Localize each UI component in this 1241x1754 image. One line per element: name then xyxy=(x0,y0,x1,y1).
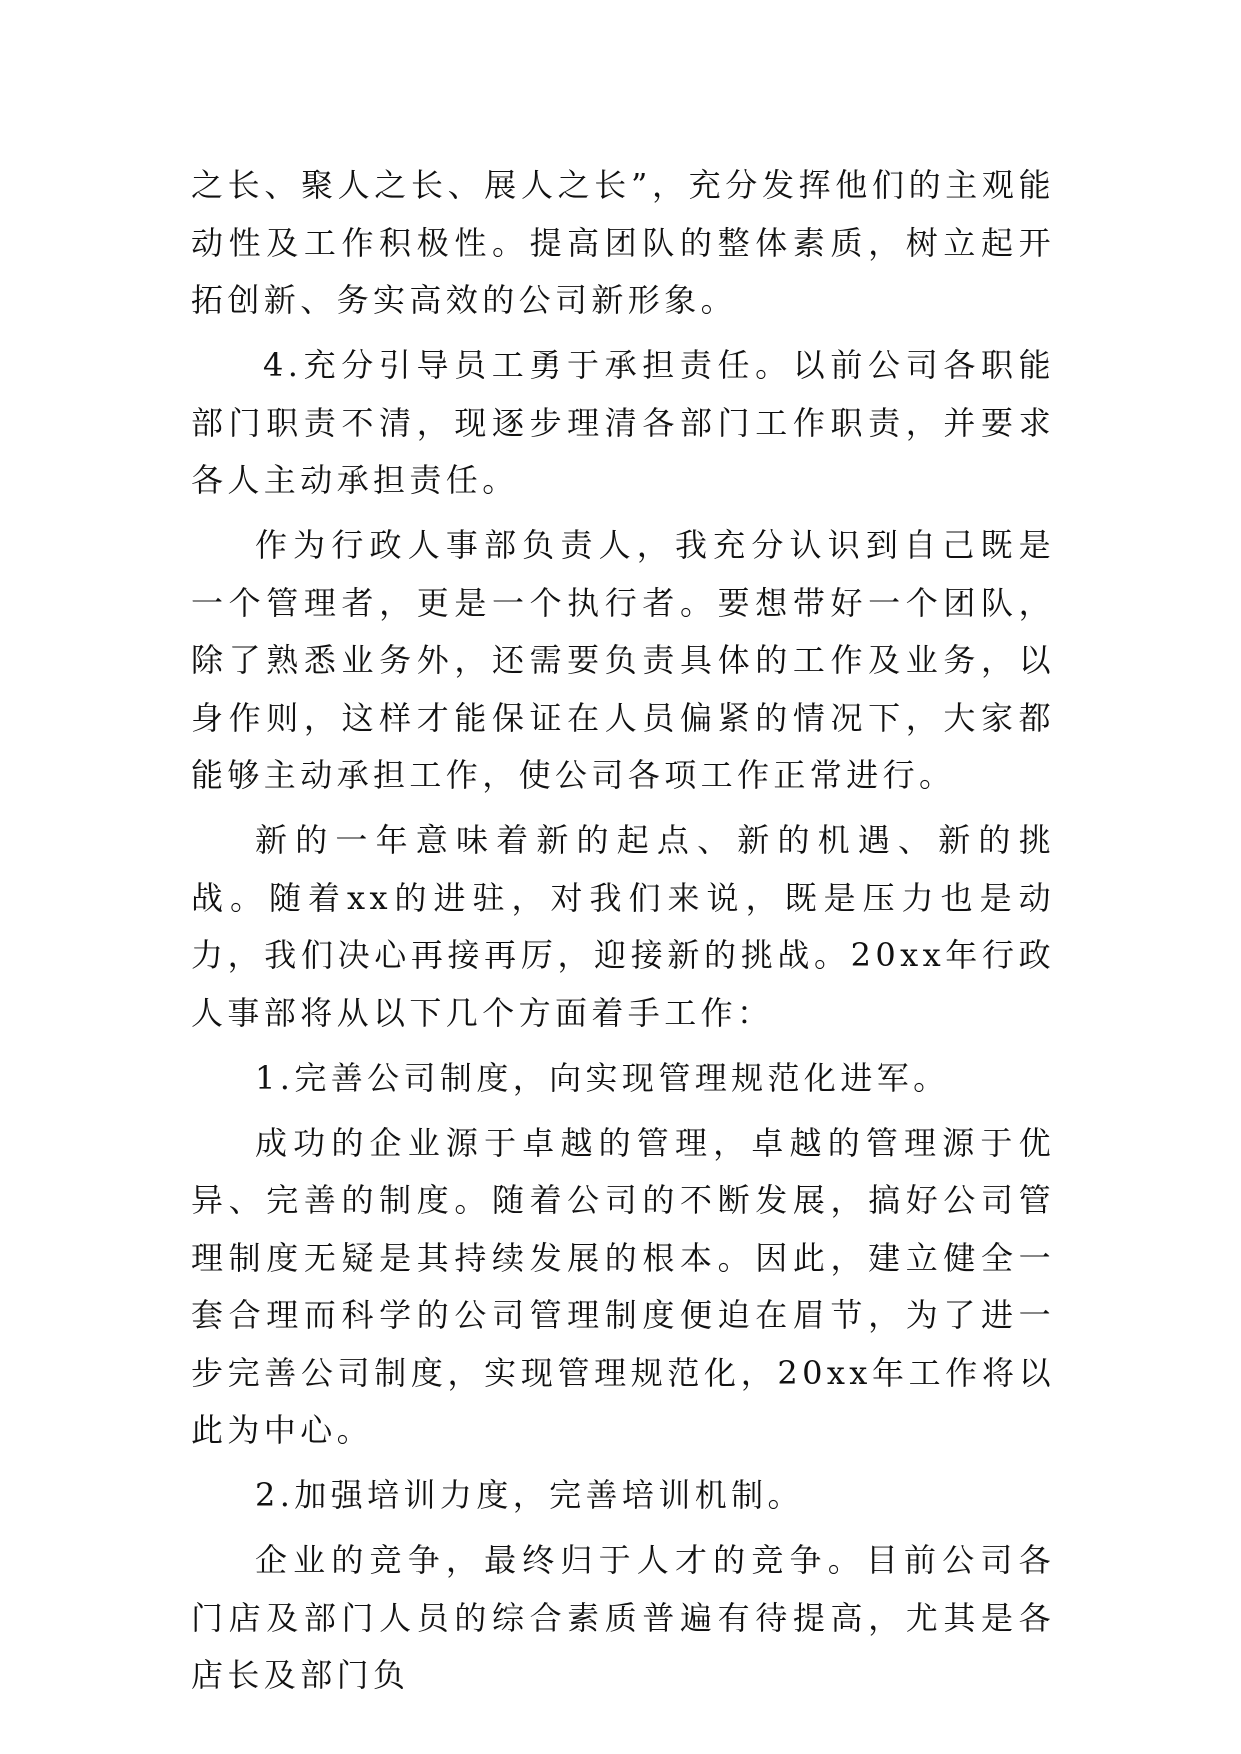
paragraph-continuation: 之长、聚人之长、展人之长”，充分发挥他们的主观能动性及工作积极性。提高团队的整体素质，树立起开拓创新、务实高效的公司新形象。 xyxy=(191,166,1055,319)
heading-item-2: 2.加强培训力度，完善培训机制。 xyxy=(255,1476,804,1514)
paragraph-management: 成功的企业源于卓越的管理，卓越的管理源于优异、完善的制度。随着公司的不断发展，搞好公司管理制度无疑是其持续发展的根本。因此，建立健全一套合理而科学的公司管理制度便迫在眉节，为了进一步完善公司制度，实现管理规范化，20xx年工作将以此为中心。 xyxy=(191,1123,1055,1449)
paragraph-item-4: 4.充分引导员工勇于承担责任。以前公司各职能部门职责不清，现逐步理清各部门工作职责，并要求各人主动承担责任。 xyxy=(191,346,1055,499)
heading-item-1: 1.完善公司制度，向实现管理规范化进军。 xyxy=(255,1058,950,1097)
paragraph-competition: 企业的竞争，最终归于人才的竞争。目前公司各门店及部门人员的综合素质普遍有待提高，尤其是各店长及部门负 xyxy=(191,1541,1055,1694)
paragraph-role: 作为行政人事部负责人，我充分认识到自己既是一个管理者，更是一个执行者。要想带好一个团队，除了熟悉业务外，还需要负责具体的工作及业务，以身作则，这样才能保证在人员偏紧的情况下，大家都能够主动承担工作，使公司各项工作正常进行。 xyxy=(191,526,1055,794)
paragraph-new-year: 新的一年意味着新的起点、新的机遇、新的挑战。随着xx的进驻，对我们来说，既是压力也是动力，我们决心再接再厉，迎接新的挑战。20xx年行政人事部将从以下几个方面着手工作： xyxy=(191,821,1055,1032)
document-page xyxy=(191,157,1055,1712)
